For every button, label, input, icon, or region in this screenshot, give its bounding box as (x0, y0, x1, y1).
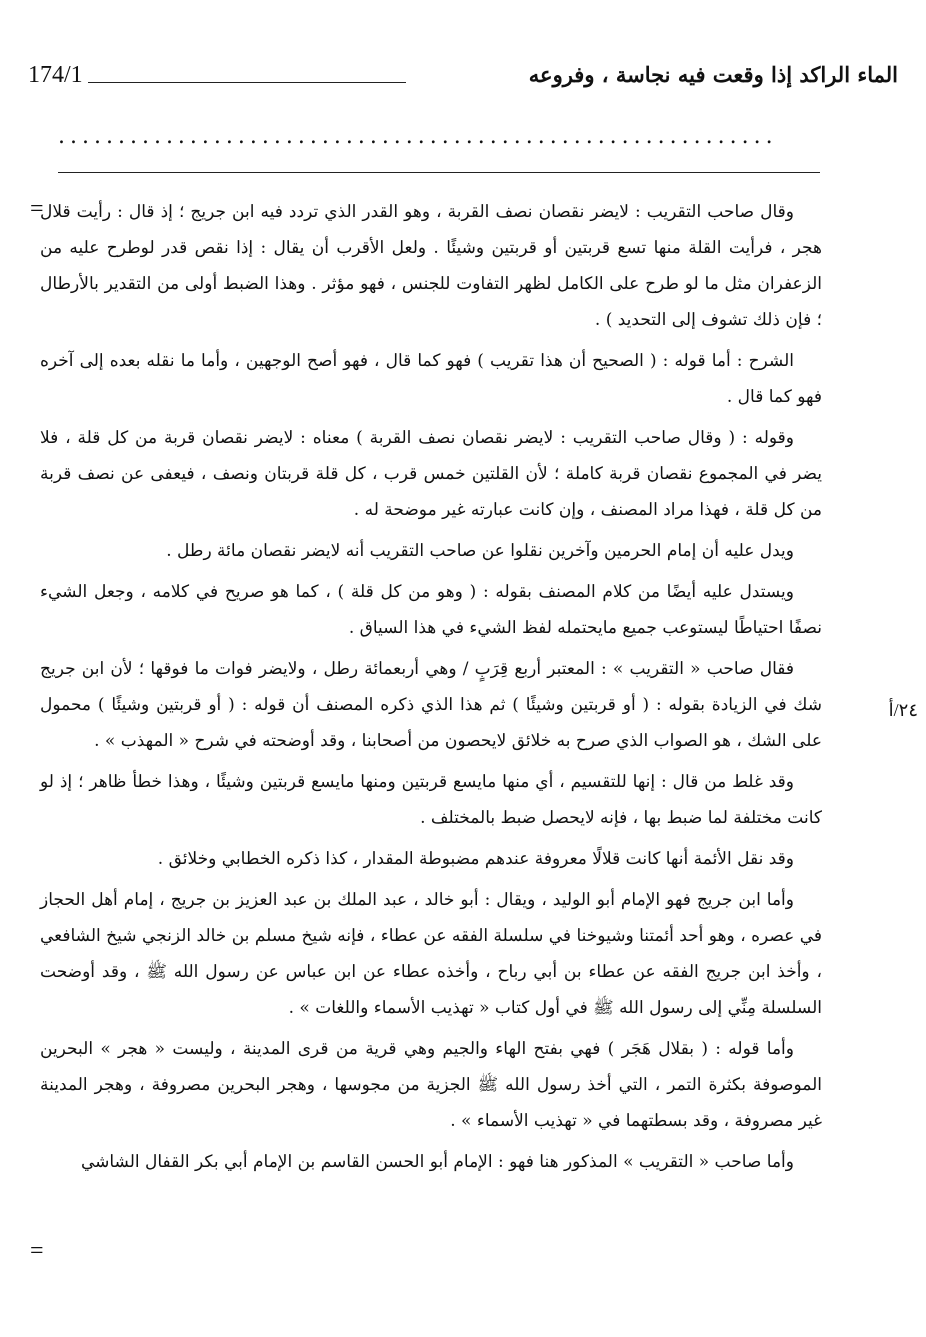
commentary-body (40, 194, 822, 1185)
dotted-separator: ............................................................ (58, 124, 778, 149)
paragraph: ويدل عليه أن إمام الحرمين وآخرين نقلوا عن صاحب التقريب أنه لايضر نقصان مائة رطل . (166, 541, 794, 561)
continuation-mark-bottom: = (30, 1238, 44, 1264)
margin-folio-note: ٢٤/أ (888, 700, 918, 720)
paragraph: وأما قوله : ( بقلال هَجَر ) فهي بفتح الهاء والجيم وهي قرية من قرى المدينة ، وليست « هجر » البحرين الموصوفة بكثرة التمر ، التي أخذ رسول الله ﷺ الجزية من مجوسها ، وهجر البحرين مصروفة ، وهجر المدينة غير مصروفة ، وقد بسطتهما في « تهذيب الأسماء » . (40, 1039, 822, 1131)
header-rule (88, 82, 406, 83)
paragraph: وأما ابن جريج فهو الإمام أبو الوليد ، ويقال : أبو خالد ، عبد الملك بن عبد العزيز بن جريج ، إمام أهل الحجاز في عصره ، وهو أحد أئمتنا وشيوخنا في سلسلة الفقه عن عطاء ، فإنه شيخ مسلم بن خالد الزنجي شيخ الشافعي ، وأخذ ابن جريج الفقه عن عطاء بن أبي رباح ، وأخذه عطاء عن ابن عباس عن رسول الله ﷺ ، وقد أوضحت السلسلة مِنِّي إلى رسول الله ﷺ في أول كتاب « تهذيب الأسماء واللغات » . (40, 890, 822, 1018)
paragraph: فقال صاحب « التقريب » : المعتبر أربع قِرَبٍ / وهي أربعمائة رطل ، ولايضر فوات ما فوقها ؛ لأن ابن جريج شك في الزيادة بقوله : ( أو قربتين وشيئًا ) ثم هذا الذي ذكره المصنف أن قوله : ( أو قربتين وشيئًا ) محمول على الشك ، هو الصواب الذي صرح به خلائق لايحصون من أصحابنا ، وقد أوضحته في شرح « المهذب » . (40, 659, 822, 751)
page-number: 174/1 (28, 62, 83, 88)
paragraph: وقد غلط من قال : إنها للتقسيم ، أي منها مايسع قربتين ومنها مايسع قربتين وشيئًا ، وهذا خطأ ظاهر ؛ إذ لو كانت مختلفة لما ضبط بها ، فإنه لايحصل ضبط بالمختلف . (40, 772, 822, 828)
paragraph: وأما صاحب « التقريب » المذكور هنا فهو : الإمام أبو الحسن القاسم بن الإمام أبي بكر القفال الشاشي (80, 1152, 794, 1172)
paragraph: وقوله : ( وقال صاحب التقريب : لايضر نقصان نصف القربة ) معناه : لايضر نقصان قربة من كل قلة ، فلا يضر في المجموع نقصان قربة كاملة ؛ لأن القلتين خمس قرب ، كل قلة قربتان ونصف ، فيعفى عن نصف قربة من كل قلة ، فهذا مراد المصنف ، وإن كانت عبارته غير موضحة له . (40, 428, 822, 520)
continuation-mark-top: = (30, 196, 44, 222)
paragraph: وقال صاحب التقريب : لايضر نقصان نصف القربة ، وهو القدر الذي تردد فيه ابن جريج ؛ إذ قال : رأيت قلال هجر ، فرأيت القلة منها تسع قربتين أو قربتين وشيئًا . ولعل الأقرب أن يقال : إذا نقص قدر لوطرح عليه من الزعفران مثل ما لو طرح على الكامل لظهر التفاوت للجنس ، فهو مؤثر . وهذا الضبط أولى من التقدير بالأرطال ؛ فإن ذلك تشوف إلى التحديد ) . (40, 202, 822, 330)
paragraph: الشرح : أما قوله : ( الصحيح أن هذا تقريب ) فهو كما قال ، فهو أصح الوجهين ، وأما ما نقله بعده إلى آخره فهو كما قال . (40, 351, 822, 407)
paragraph: ويستدل عليه أيضًا من كلام المصنف بقوله : ( وهو من كل قلة ) ، كما هو صريح في كلامه ، وجعل الشيء نصفًا احتياطًا ليستوعب جميع مايحتمله لفظ الشيء في هذا السياق . (40, 582, 822, 638)
footnote-rule (58, 172, 820, 173)
paragraph: وقد نقل الأئمة أنها كانت قلالًا معروفة عندهم مضبوطة المقدار ، كذا ذكره الخطابي وخلائق . (157, 849, 794, 869)
running-title: الماء الراكد إذا وقعت فيه نجاسة ، وفروعه (528, 62, 898, 87)
page-header (28, 62, 898, 92)
